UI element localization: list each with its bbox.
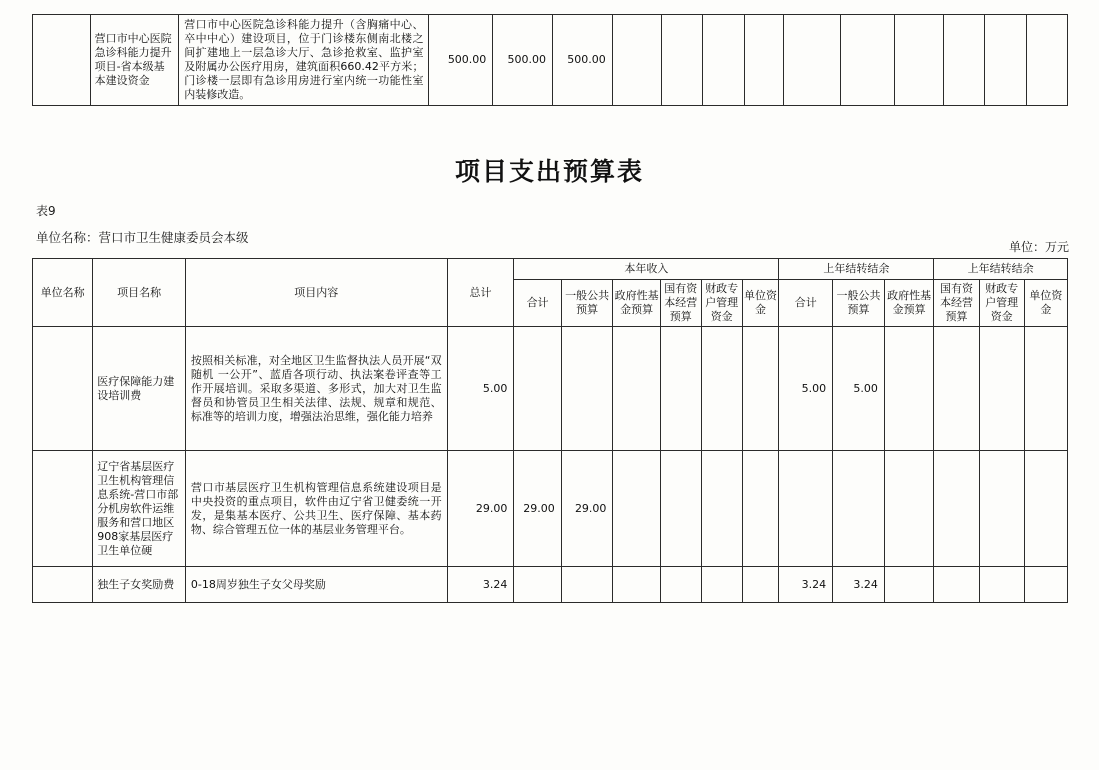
header-gov-fund-budget-2: 政府性基金预算 [884,280,934,327]
cell-c4 [660,451,701,567]
cell-c8: 5.00 [833,327,885,451]
cell-c4 [660,327,701,451]
header-total: 总计 [447,259,514,327]
cell-unit-name [33,567,93,603]
cell-unit-name [33,451,93,567]
cell-unit-name [33,327,93,451]
cell-c11 [979,451,1024,567]
cell-c12 [1026,15,1067,106]
cell-project-content: 营口市基层医疗卫生机构管理信息系统建设项目是中央投资的重点项目，软件由辽宁省卫健委统一开发，是集基本医疗、公共卫生、医疗保障、基本药物、综合管理五位一体的基层业务管理平台。 [185,451,447,567]
cell-c3 [612,15,661,106]
table-number: 表9 [36,204,56,218]
cell-c6 [742,451,779,567]
cell-total: 500.00 [429,15,493,106]
header-state-capital-operation-budget: 国有资本经营预算 [660,280,701,327]
cell-c11 [985,15,1026,106]
cell-c4 [660,567,701,603]
cell-project-name [93,451,186,567]
budget-table [32,258,1068,603]
cell-c9 [884,451,934,567]
unit-name-label: 单位名称：营口市卫生健康委员会本级 [36,230,249,245]
cell-c2: 500.00 [553,15,613,106]
cell-c7 [783,15,841,106]
header-state-capital-operation-budget-2: 国有资本经营预算 [934,280,979,327]
cell-c12 [1024,327,1067,451]
header-unit-funds-2: 单位资金 [1024,280,1067,327]
cell-total: 5.00 [447,327,514,451]
cell-c10 [944,15,985,106]
header-fiscal-special-account-funds: 财政专户管理资金 [701,280,742,327]
cell-c12 [1024,451,1067,567]
cell-c9 [884,327,934,451]
cell-c1 [514,567,561,603]
cell-c8 [833,451,885,567]
header-general-public-budget: 一般公共预算 [561,280,613,327]
cell-c11 [979,327,1024,451]
cell-c2: 29.00 [561,451,613,567]
cell-c8 [841,15,895,106]
cell-total: 3.24 [447,567,514,603]
cell-unit-name [33,15,91,106]
cell-project-name: 独生子女奖励费 [93,567,186,603]
cell-project-content: 按照相关标准，对全地区卫生监督执法人员开展“双随机 一公开”、蓝盾各项行动、执法案卷评查等工作开展培训。采取多渠道、多形式，加大对卫生监督员和协管员卫生相关法律、法规、规章和规范、标准等的培训力度，增强法治思维，强化能力培养 [185,327,447,451]
cell-c9 [894,15,943,106]
header-group-carryover-2: 上年结转结余 [934,259,1068,280]
cell-c3 [613,327,660,451]
cell-project-content: 0-18周岁独生子女父母奖励 [185,567,447,603]
header-subtotal-2: 合计 [779,280,833,327]
cell-c6 [744,15,783,106]
cell-project-content: 营口市中心医院急诊科能力提升（含胸痛中心、卒中中心）建设项目，位于门诊楼东侧南北楼之间扩建地上一层急诊大厅、急诊抢救室、监护室及附属办公医疗用房，建筑面积660.42平方米；门诊楼一层即有急诊用房进行室内统一功能性室内装修改造。 [179,15,429,106]
continuation-table-wrapper [32,14,1068,106]
header-fiscal-special-account-funds-2: 财政专户管理资金 [979,280,1024,327]
cell-project-name-text: 辽宁省基层医疗卫生机构管理信息系统-营口市部分机房软件运维服务和营口地区908家基层医疗卫生单位硬 [97,459,179,557]
cell-c10 [934,567,979,603]
header-group-carryover-1: 上年结转结余 [779,259,934,280]
cell-c4 [662,15,703,106]
cell-c7: 5.00 [779,327,833,451]
cell-c5 [701,327,742,451]
cell-project-name: 营口市中心医院急诊科能力提升项目-省本级基本建设资金 [90,15,179,106]
cell-total: 29.00 [447,451,514,567]
header-unit-name: 单位名称 [33,259,93,327]
cell-c2 [561,567,613,603]
cell-c8: 3.24 [833,567,885,603]
cell-c11 [979,567,1024,603]
cell-c5 [701,567,742,603]
table-row [33,15,1068,106]
cell-c2 [561,327,613,451]
cell-c7 [779,451,833,567]
table-row [33,567,1068,603]
header-unit-funds: 单位资金 [742,280,779,327]
cell-c3 [613,567,660,603]
cell-c1: 500.00 [493,15,553,106]
cell-c10 [934,451,979,567]
header-group-current-year: 本年收入 [514,259,779,280]
table-header-row-1 [33,259,1068,280]
header-gov-fund-budget: 政府性基金预算 [613,280,660,327]
cell-c5 [703,15,744,106]
header-project-name: 项目名称 [93,259,186,327]
page-title: 项目支出预算表 [454,157,644,186]
header-subtotal: 合计 [514,280,561,327]
continuation-table [32,14,1068,106]
cell-c1: 29.00 [514,451,561,567]
cell-c1 [514,327,561,451]
cell-c12 [1024,567,1067,603]
cell-c6 [742,327,779,451]
table-row [33,451,1068,567]
unit-measure-label: 单位：万元 [1008,240,1069,254]
budget-table-wrapper [32,258,1068,603]
header-general-public-budget-2: 一般公共预算 [833,280,885,327]
header-project-content: 项目内容 [185,259,447,327]
cell-c3 [613,451,660,567]
cell-c10 [934,327,979,451]
cell-project-name: 医疗保障能力建设培训费 [93,327,186,451]
table-row [33,327,1068,451]
cell-c6 [742,567,779,603]
cell-c5 [701,451,742,567]
cell-c7: 3.24 [779,567,833,603]
cell-c9 [884,567,934,603]
